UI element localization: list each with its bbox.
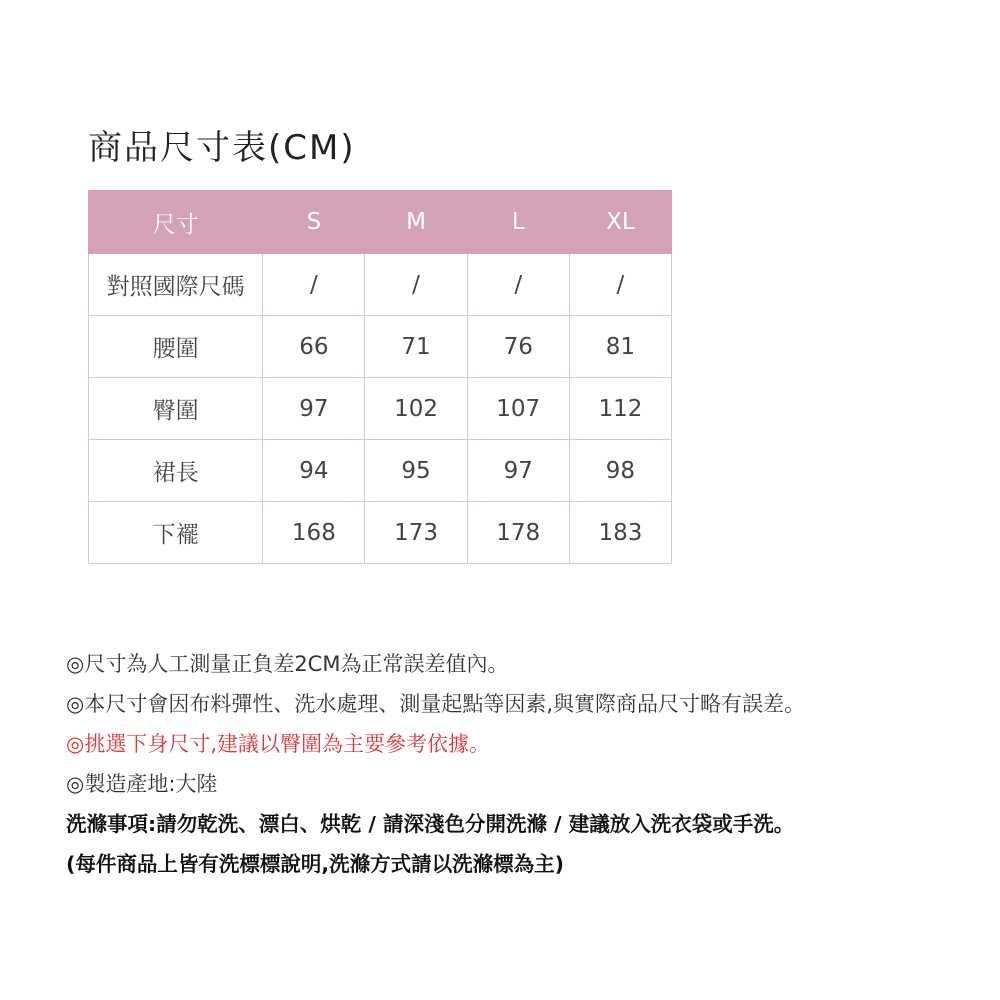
- table-cell: 66: [263, 316, 365, 378]
- table-cell: 95: [365, 440, 467, 502]
- care-label-note: (每件商品上皆有洗標標說明,洗滌方式請以洗滌標為主): [66, 852, 565, 876]
- table-cell: 112: [569, 378, 671, 440]
- table-cell: 98: [569, 440, 671, 502]
- header-size-l: L: [467, 191, 569, 254]
- row-label-skirt-length: 裙長: [89, 440, 263, 502]
- header-size-m: M: [365, 191, 467, 254]
- table-cell: 102: [365, 378, 467, 440]
- table-cell: /: [365, 254, 467, 316]
- table-cell: 97: [263, 378, 365, 440]
- table-row: [89, 502, 672, 564]
- row-label-intl-size: 對照國際尺碼: [89, 254, 263, 316]
- row-label-hip: 臀圍: [89, 378, 263, 440]
- row-label-waist: 腰圍: [89, 316, 263, 378]
- table-cell: /: [467, 254, 569, 316]
- table-cell: /: [263, 254, 365, 316]
- table-cell: 178: [467, 502, 569, 564]
- header-size-label: 尺寸: [89, 191, 263, 254]
- table-header-row: [89, 191, 672, 254]
- table-cell: 183: [569, 502, 671, 564]
- table-row: [89, 316, 672, 378]
- header-size-xl: XL: [569, 191, 671, 254]
- header-size-s: S: [263, 191, 365, 254]
- note-measurement-tolerance: ◎尺寸為人工測量正負差2CM為正常誤差值內。: [66, 652, 509, 676]
- table-row: [89, 254, 672, 316]
- note-fabric-variance: ◎本尺寸會因布料彈性、洗水處理、測量起點等因素,與實際商品尺寸略有誤差。: [66, 692, 805, 716]
- table-cell: 71: [365, 316, 467, 378]
- size-chart-table: [88, 190, 672, 564]
- table-row: [89, 378, 672, 440]
- table-cell: 76: [467, 316, 569, 378]
- row-label-hem: 下襬: [89, 502, 263, 564]
- care-instructions: 洗滌事項:請勿乾洗、漂白、烘乾 / 請深淺色分開洗滌 / 建議放入洗衣袋或手洗。: [66, 812, 795, 836]
- table-cell: 81: [569, 316, 671, 378]
- note-hip-recommendation: ◎挑選下身尺寸,建議以臀圍為主要參考依據。: [66, 732, 490, 756]
- note-origin: ◎製造產地:大陸: [66, 772, 218, 796]
- table-cell: 168: [263, 502, 365, 564]
- table-cell: 173: [365, 502, 467, 564]
- table-cell: 94: [263, 440, 365, 502]
- table-cell: /: [569, 254, 671, 316]
- notes-section: [66, 644, 986, 884]
- table-row: [89, 440, 672, 502]
- page-title: 商品尺寸表(CM): [88, 128, 356, 168]
- table-cell: 107: [467, 378, 569, 440]
- table-cell: 97: [467, 440, 569, 502]
